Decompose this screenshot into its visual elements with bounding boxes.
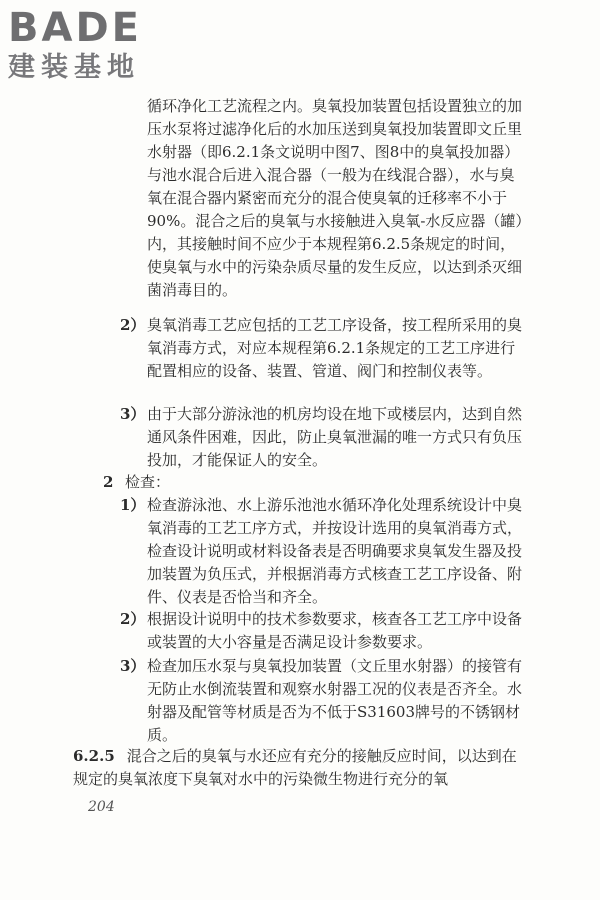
bade-logo [8, 6, 178, 84]
section-number: 2 [103, 473, 114, 491]
section-heading: 检查： [125, 473, 171, 491]
item-number: 1） [120, 496, 146, 514]
item-number: 3） [120, 405, 146, 423]
logo-subtitle: 建装基地 [8, 52, 140, 83]
list-item-text: 根据设计说明中的技术参数要求，核查各工艺工序中设备或装置的大小容量是否满足设计参数要求。 [147, 610, 523, 651]
list-item-text: 检查加压水泵与臭氧投加装置（文丘里水射器）的接管有无防止水倒流装置和观察水射器工况的仪表是否齐全。水射器及配管等材质是否为不低于S31603牌号的不锈钢材质。 [147, 657, 523, 744]
item-number: 2） [120, 316, 146, 334]
page-number: 204 [88, 799, 115, 815]
item-number: 3） [120, 657, 146, 675]
logo-wordmark: BADE [8, 5, 142, 51]
clause-text: 混合之后的臭氧与水还应有充分的接触反应时间，以达到在规定的臭氧浓度下臭氧对水中的污染微生物进行充分的氧 [73, 747, 517, 788]
item-number: 2） [120, 610, 146, 628]
continued-paragraph: 循环净化工艺流程之内。臭氧投加装置包括设置独立的加压水泵将过滤净化后的水加压送到臭氧投加装置即文丘里水射器（即6.2.1条文说明中图7、图8中的臭氧投加器）与池水混合后进入混合器（一般为在线混合器），水与臭氧在混合器内紧密而充分的混合使臭氧的迁移率不小于90%。混合之后的臭氧与水接触进入臭氧-水反应器（罐）内，其接触时间不应少于本规程第6.2.5条规定的时间，使臭氧与水中的污染杂质尽量的发生反应，以达到杀灭细菌消毒目的。 [147, 97, 523, 299]
clause-paragraph [73, 745, 528, 791]
list-item-text: 检查游泳池、水上游乐池池水循环净化处理系统设计中臭氧消毒的工艺工序方式，并按设计选用的臭氧消毒方式，检查设计说明或材料设备表是否明确要求臭氧发生器及投加装置为负压式，并根据消毒方式核查工艺工序设备、附件、仪表是否恰当和齐全。 [147, 496, 523, 606]
clause-number: 6.2.5 [73, 747, 115, 765]
list-item-text: 臭氧消毒工艺应包括的工艺工序设备，按工程所采用的臭氧消毒方式，对应本规程第6.2.1条规定的工艺工序进行配置相应的设备、装置、管道、阀门和控制仪表等。 [147, 316, 523, 380]
list-item-text: 由于大部分游泳池的机房均设在地下或楼层内，达到自然通风条件困难，因此，防止臭氧泄漏的唯一方式只有负压投加，才能保证人的安全。 [147, 405, 523, 469]
